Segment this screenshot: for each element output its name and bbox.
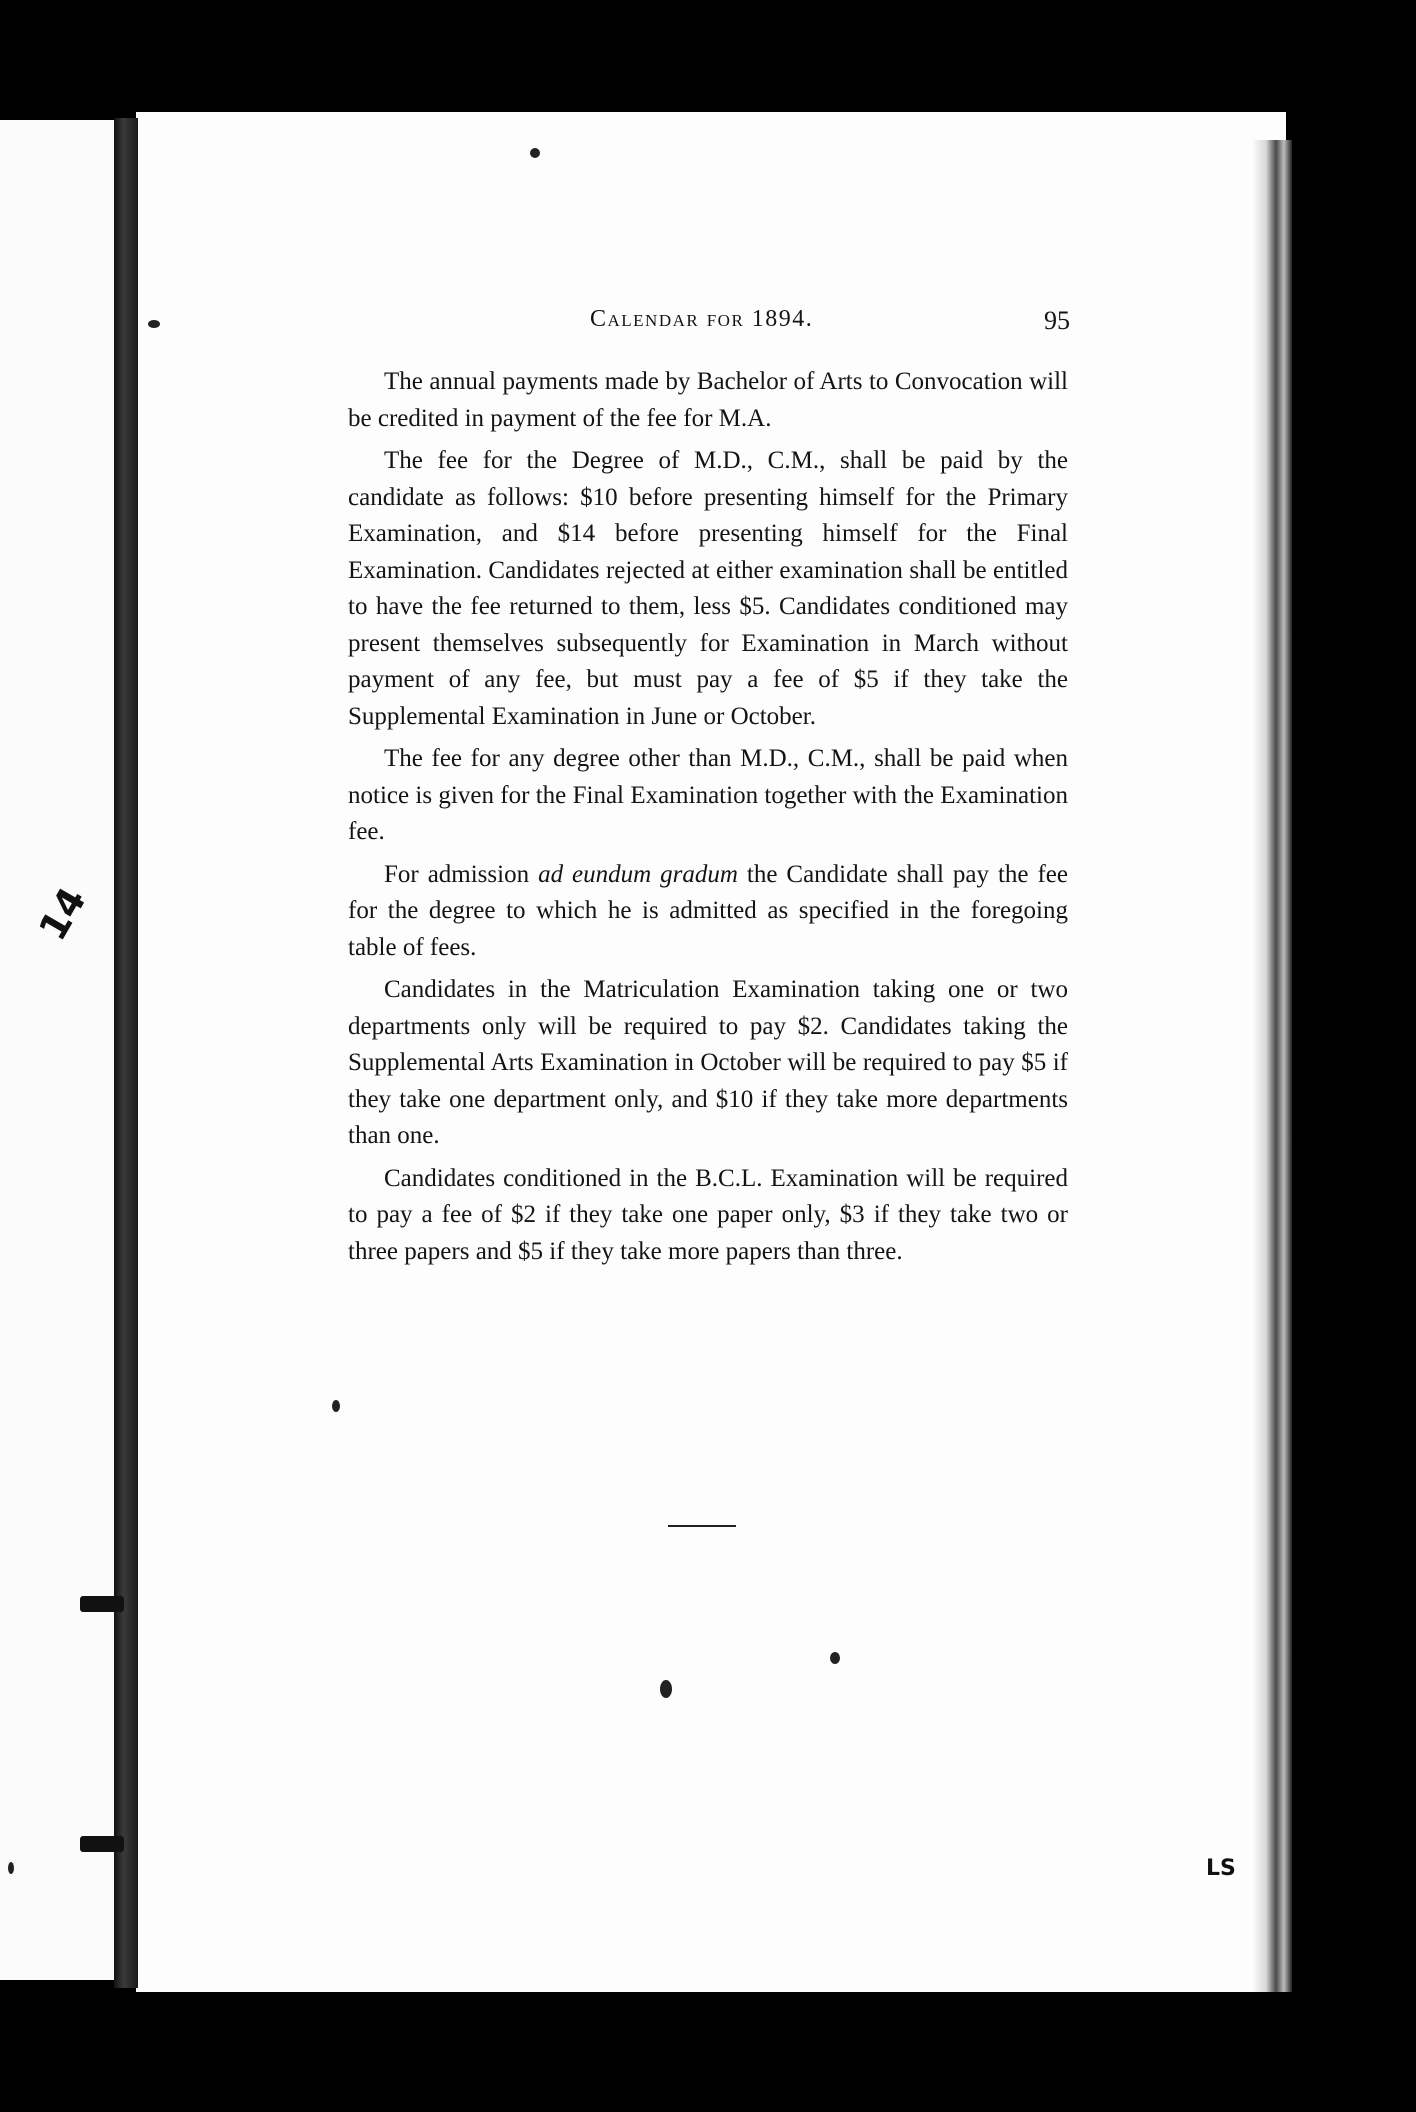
scan-speck	[148, 320, 160, 328]
binding-clip-lower	[80, 1836, 124, 1852]
scan-speck	[660, 1680, 672, 1698]
paragraph-other-degree-fee: The fee for any degree other than M.D., C.M., shall be paid when notice is given for the Final Examination together with the Examination fee.	[348, 745, 1068, 845]
end-rule	[668, 1525, 736, 1527]
scan-speck	[8, 1862, 14, 1874]
body-text	[348, 364, 1068, 1276]
scan-speck	[830, 1652, 840, 1664]
paragraph-ad-eundum	[348, 857, 1068, 967]
ad-eundum-latin: ad eundum gradum	[538, 860, 738, 888]
page-edge-shadow	[1252, 140, 1292, 1992]
running-title: Calendar for 1894.	[590, 306, 814, 332]
scan-speck	[332, 1400, 340, 1412]
paragraph-bcl-fee: Candidates conditioned in the B.C.L. Examination will be required to pay a fee of $2 if they take one paper only, $3 if they take two or three papers and $5 if they take more papers than three.	[348, 1164, 1068, 1265]
handwritten-mark: 14	[30, 880, 95, 948]
page-header	[350, 306, 1070, 346]
ad-eundum-lead: For admission	[384, 860, 539, 888]
ad-eundum-tail: the Candidate shall pay the fee for the degree to which he is admitted as specified in the foregoing table of fees.	[348, 860, 1069, 961]
paragraph-md-cm-fee: The fee for the Degree of M.D., C.M., shall be paid by the candidate as follows: $10 before presenting himself for the Primary Examination, and $14 before presenting himself for the Final Examination. Candidates rejected at either examination shall be entitled to have the fee returned to them, less $5. Candidates conditioned may present themselves subsequently for Examination in March without payment of any fee, but must pay a fee of $5 if they take the Supplemental Examination in June or October.	[348, 447, 1068, 730]
page-number: 95	[1044, 306, 1070, 335]
scan-speck	[530, 148, 540, 158]
paragraph-ma-fee: The annual payments made by Bachelor of Arts to Convocation will be credited in payment of the fee for M.A.	[348, 368, 1068, 432]
paragraph-matriculation-fee: Candidates in the Matriculation Examination taking one or two departments only will be required to pay $2. Candidates taking the Supplemental Arts Examination in October will be required to pay $5 if they take one department only, and $10 if they take more departments than one.	[348, 976, 1068, 1149]
facing-page-edge	[0, 120, 130, 1980]
binding-clip-upper	[80, 1596, 124, 1612]
corner-mark: LS	[1206, 1856, 1236, 1881]
binding-gutter	[114, 118, 138, 1988]
